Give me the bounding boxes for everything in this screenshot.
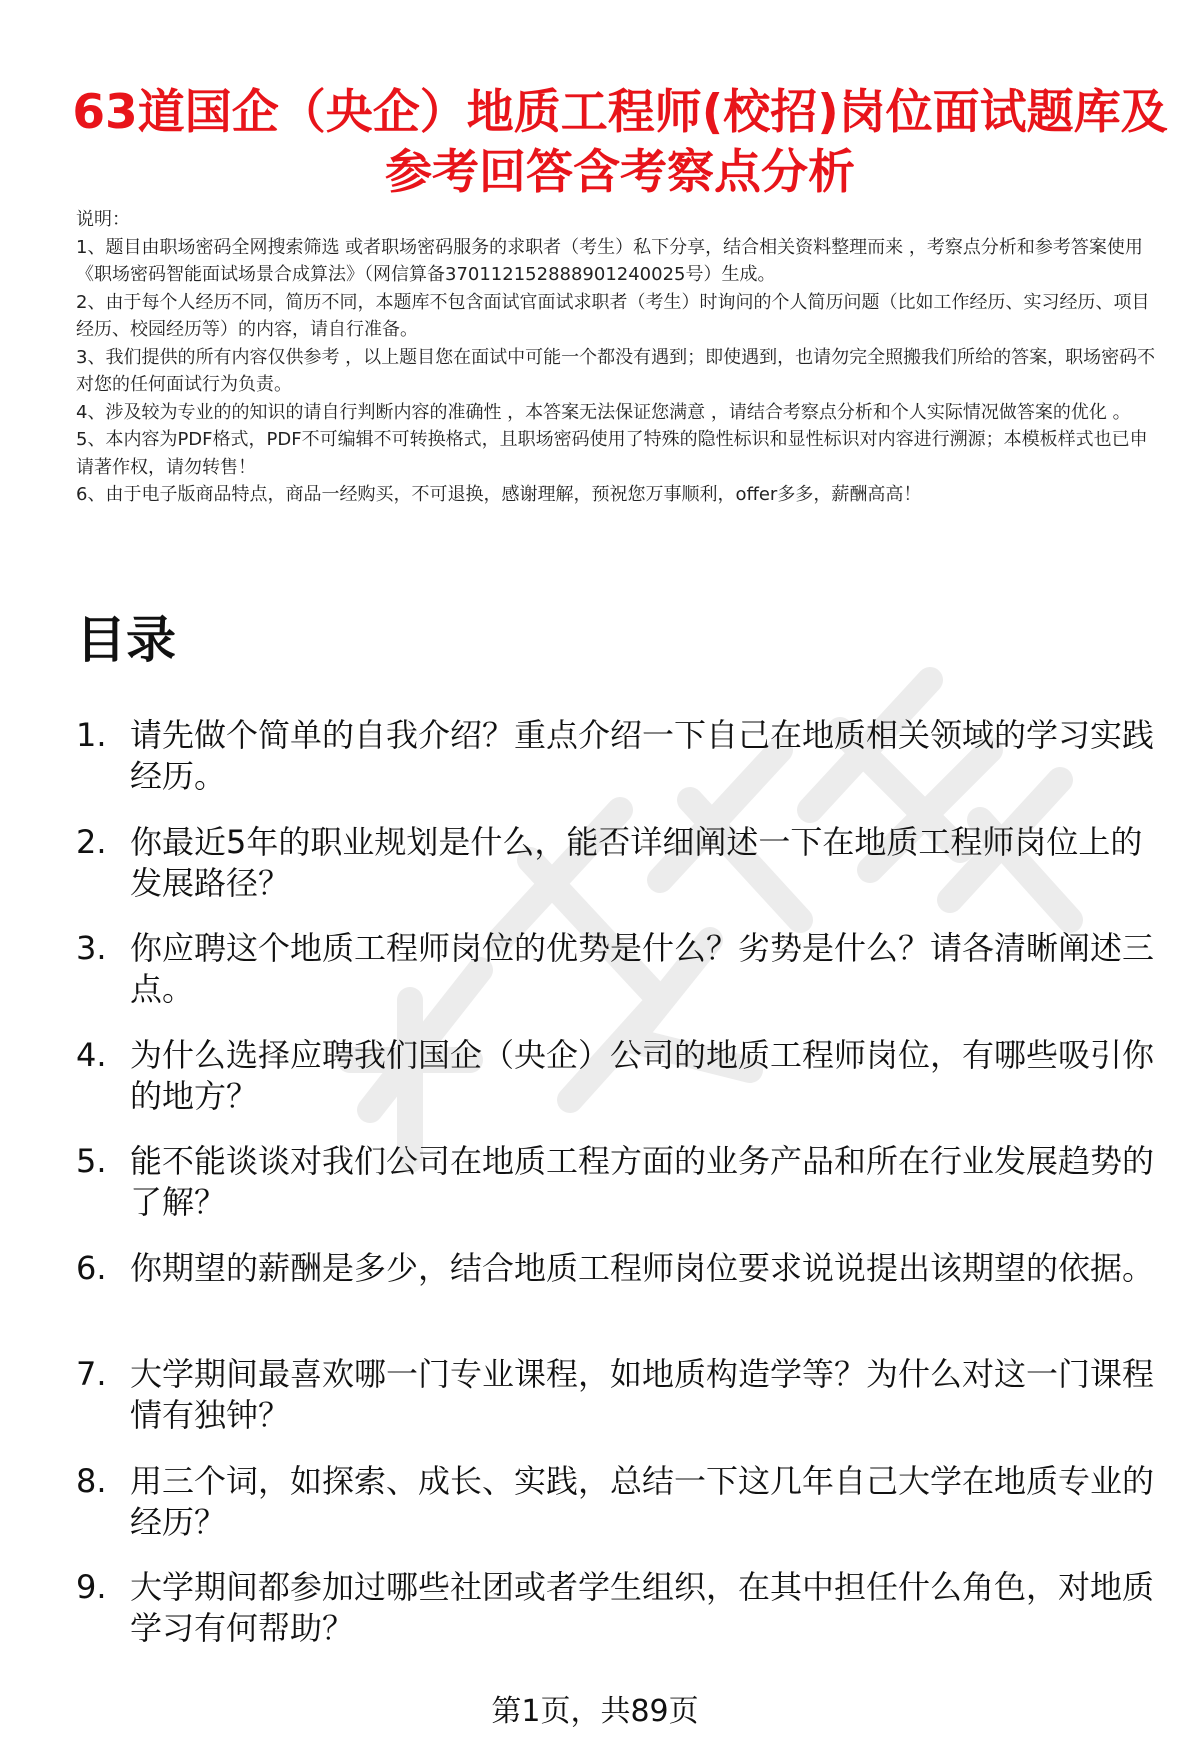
toc-list (76, 715, 1166, 1674)
toc-item[interactable] (76, 1567, 1166, 1649)
toc-item[interactable] (76, 822, 1166, 904)
toc-item-text: 用三个词，如探索、成长、实践，总结一下这几年自己大学在地质专业的经历？ (130, 1461, 1155, 1541)
toc-heading: 目录 (76, 611, 176, 669)
toc-item-text: 能不能谈谈对我们公司在地质工程方面的业务产品和所在行业发展趋势的了解？ (130, 1142, 1155, 1221)
toc-item[interactable] (76, 715, 1166, 797)
toc-item-text: 大学期间都参加过哪些社团或者学生组织，在其中担任什么角色，对地质学习有何帮助？ (130, 1568, 1155, 1647)
toc-item[interactable] (76, 1141, 1166, 1223)
toc-item[interactable] (76, 928, 1166, 1010)
note-item: 5、本内容为PDF格式，PDF不可编辑不可转换格式，且职场密码使用了特殊的隐性标识和显性标识对内容进行溯源；本模板样式也已申请著作权，请勿转售！ (76, 429, 1148, 478)
toc-item-number: 4. (76, 1035, 107, 1074)
note-item: 3、我们提供的所有内容仅供参考 ，以上题目您在面试中可能一个都没有遇到；即使遇到，也请勿完全照搬我们所给的答案，职场密码不对您的任何面试行为负责。 (76, 346, 1156, 395)
page-footer: 第1页，共89页 (491, 1694, 699, 1729)
toc-item-number: 5. (76, 1142, 107, 1180)
toc-item-text: 你最近5年的职业规划是什么，能否详细阐述一下在地质工程师岗位上的发展路径？ (130, 822, 1143, 902)
toc-item-number: 8. (76, 1461, 107, 1500)
toc-item-text: 你期望的薪酬是多少，结合地质工程师岗位要求说说提出该期望的依据。 (130, 1248, 1155, 1287)
toc-item-text: 请先做个简单的自我介绍？重点介绍一下自己在地质相关领域的学习实践经历。 (130, 716, 1155, 795)
toc-item-text: 你应聘这个地质工程师岗位的优势是什么？劣势是什么？请各清晰阐述三点。 (130, 929, 1155, 1008)
toc-item[interactable] (76, 1354, 1166, 1436)
toc-item-number: 3. (76, 929, 107, 967)
toc-item-text: 大学期间最喜欢哪一门专业课程，如地质构造学等？为什么对这一门课程情有独钟？ (130, 1355, 1155, 1434)
toc-item[interactable] (76, 1248, 1166, 1330)
notes-section (76, 206, 1162, 509)
toc-item[interactable] (76, 1461, 1166, 1543)
toc-item-number: 7. (76, 1355, 107, 1393)
toc-item-number: 1. (76, 716, 107, 754)
note-item: 2、由于每个人经历不同，简历不同，本题库不包含面试官面试求职者（考生）时询问的个人简历问题（比如工作经历、实习经历、项目经历、校园经历等）的内容，请自行准备。 (76, 291, 1150, 340)
toc-item-number: 2. (76, 822, 107, 861)
toc-item[interactable] (76, 1035, 1166, 1117)
document-title: 63道国企（央企）地质工程师(校招)岗位面试题库及参考回答含考察点分析 (72, 85, 1168, 201)
notes-heading: 说明： (76, 209, 130, 230)
note-item: 1、题目由职场密码全网搜索筛选 或者职场密码服务的求职者（考生）私下分享，结合相关资料整理而来 ，考察点分析和参考答案使用《职场密码智能面试场景合成算法》（网信算备370112152888901240025号）生成。 (76, 236, 1143, 285)
note-item: 4、涉及较为专业的的知识的请自行判断内容的准确性 ，本答案无法保证您满意 ，请结合考察点分析和个人实际情况做答案的优化 。 (76, 401, 1131, 423)
toc-item-text: 为什么选择应聘我们国企（央企）公司的地质工程师岗位，有哪些吸引你的地方？ (130, 1035, 1155, 1115)
toc-item-number: 6. (76, 1248, 107, 1287)
note-item: 6、由于电子版商品特点，商品一经购买，不可退换，感谢理解，预祝您万事顺利，offer多多，薪酬高高！ (76, 484, 922, 505)
toc-item-number: 9. (76, 1568, 107, 1606)
